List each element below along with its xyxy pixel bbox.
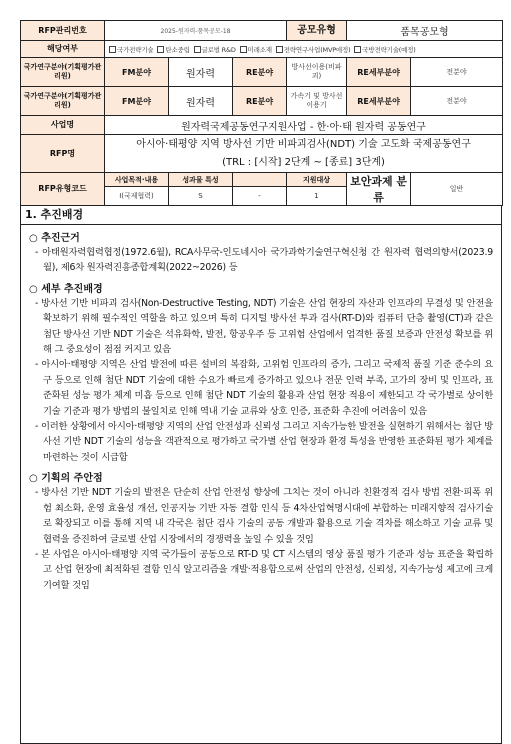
fm-label-row1: FM분야 <box>105 58 169 87</box>
program-value: 원자력국제공동연구지원사업 - 한·아·태 원자력 공동연구 <box>105 116 503 135</box>
res-value-row2: 전분야 <box>411 87 503 116</box>
rfp-name-label: RFP명 <box>21 135 105 173</box>
detail-item-3: - 이러한 상황에서 아시아·태평양 지역의 산업 안전성과 신뢰성 그리고 지속가능한 발전을 실현하기 위해서는 첨단 방사선 기반 NDT 기술의 성능을 객관적으로 평가하고 국가별 산업 현장과 환경 특성을 반영한 표준화된 평가 체계를 마련하는 것이 시급함 <box>35 421 493 463</box>
section-title: 1. 추진배경 <box>21 206 501 225</box>
background-section <box>20 206 502 744</box>
applicable-label: 해당여부 <box>21 41 105 58</box>
focus-item-2: - 본 사업은 아시아·태평양 지역 국가들이 공동으로 RT-D 및 CT 시스템의 영상 품질 평가 기준과 성능 표준을 확립하고 산업 현장에 최적화된 결함 인식 알고리즘을 개발·적용함으로써 산업의 안전성, 신뢰성, 지속가능성 제고에 크게 기여할 것임 <box>35 548 493 591</box>
secret-label: 보안과제 분류 <box>347 173 411 206</box>
checkbox-future-material[interactable] <box>240 46 247 53</box>
res-label-row2: RE세부분야 <box>347 87 411 116</box>
re-value-row1: 방사선이용(비파괴) <box>287 58 347 87</box>
rfp-document <box>20 20 502 744</box>
rfp-name-trl: (TRL : [시작] 2단계 ~ [종료] 3단계) <box>222 156 385 168</box>
code-value-outcome: S <box>169 187 233 206</box>
mgmt-no-label: RFP관리번호 <box>21 21 105 41</box>
code-value-blank: - <box>233 187 287 206</box>
code-value-target: 1 <box>287 187 347 206</box>
detail-item-1: - 방사선 기반 비파괴 검사(Non-Destructive Testing, NDT) 기술은 산업 현장의 자산과 인프라의 무결성 및 안전을 확보하기 위해 필수적인 역할을 하고 있으며 특히 디지털 방사선 투과 검사(RT-D)와 컴퓨터 단층 촬영(CT)과 같은 첨단 방사선 기반 NDT 기술은 석유화학, 발전, 항공우주 등 고위험 산업에서 엄격한 품질 보증과 안전성 확보를 위해 그 중요성이 점점 커지고 있음 <box>35 297 493 356</box>
checkbox-strategic-research[interactable] <box>276 46 283 53</box>
field-label-row2: 국가연구분야(기획평가관리원) <box>21 87 105 116</box>
applicable-checkboxes: 국가전략기술 탄소중립 글로벌 R&D 미래소재 전략연구사업(MVP에정) 국방전략기술(예정) <box>105 41 503 58</box>
program-label: 사업명 <box>21 116 105 135</box>
code-sub-label-blank <box>233 173 287 187</box>
re-value-row2: 가속기 및 방사선 이용기 <box>287 87 347 116</box>
fm-value-row1: 원자력 <box>169 58 233 87</box>
code-sub-label-purpose: 사업목적·내용 <box>105 173 169 187</box>
rfp-name-value <box>105 135 503 173</box>
mgmt-no-value: 2025-원자력-품목공모-18 <box>105 21 287 41</box>
re-label-row1: RE분야 <box>233 58 287 87</box>
focus-heading: ○ 기획의 주안점 <box>29 473 103 485</box>
type-value: 품목공모형 <box>347 21 503 41</box>
rfp-header-table <box>20 20 503 206</box>
fm-value-row2: 원자력 <box>169 87 233 116</box>
res-label-row1: RE세부분야 <box>347 58 411 87</box>
checkbox-defense-strategic[interactable] <box>354 46 361 53</box>
rfp-code-label: RFP유형코드 <box>21 173 105 206</box>
detail-item-2: - 아시아·태평양 지역은 산업 발전에 따른 설비의 복잡화, 고위험 인프라의 증가, 그리고 국제적 품질 기준 준수의 요구 등으로 인해 첨단 NDT 기술에 대한 수요가 빠르게 증가하고 있으나 전문 인력 부족, 고가의 장비 및 인프라, 표준화된 성능 평가 체계 미흡 등으로 인해 첨단 NDT 기술의 활용과 산업 현장 적용이 제한되고 각 국가별로 상이한 기술 기준과 평가 방법의 불일치로 인해 역내 기술 교류와 상호 인증, 표준화 추진에 어려움이 있음 <box>35 359 493 417</box>
basis-heading: ○ 추진근거 <box>29 233 80 244</box>
field-label-row1: 국가연구분야(기획평가관리원) <box>21 58 105 87</box>
focus-item-1: - 방사선 기반 NDT 기술의 발전은 단순히 산업 안전성 향상에 그치는 것이 아니라 친환경적 검사 방법 전환·피폭 위험 최소화, 운영 효율성 개선, 인공지능 기반 자동 결함 인식 등 4차산업혁명시대에 부합하는 미래지향적 검사기술로 확장되고 이를 통해 지역 내 각국은 첨단 검사 기술의 공동 개발과 활용으로 기술 격차를 해소하고 기술 교류 및 협력을 증진하여 글로벌 산업 시장에서의 경쟁력을 높일 수 있을 것임 <box>35 487 493 545</box>
basis-item: - 아태원자력협력협정(1972.6월), RCA사무국-인도네시아 국가과학기술연구혁신청 간 원자력 협력의향서(2023.9월), 제6차 원자력진흥종합계획(2022~2026) 등 <box>35 247 493 274</box>
type-label: 공모유형 <box>287 21 347 41</box>
rfp-name-title: 아시아·태평양 지역 방사선 기반 비파괴검사(NDT) 기술 고도화 국제공동연구 <box>136 138 471 150</box>
checkbox-global-rnd[interactable] <box>194 46 201 53</box>
re-label-row2: RE분야 <box>233 87 287 116</box>
res-value-row1: 전분야 <box>411 58 503 87</box>
detail-background-heading: ○ 세부 추진배경 <box>29 283 103 295</box>
secret-value: 일반 <box>411 173 503 206</box>
code-sub-label-outcome: 성과물 특성 <box>169 173 233 187</box>
checkbox-national-strategic[interactable] <box>109 46 116 53</box>
fm-label-row2: FM분야 <box>105 87 169 116</box>
code-sub-label-target: 지원대상 <box>287 173 347 187</box>
code-value-purpose: I(국제협력) <box>105 187 169 206</box>
checkbox-carbon-neutral[interactable] <box>157 46 164 53</box>
